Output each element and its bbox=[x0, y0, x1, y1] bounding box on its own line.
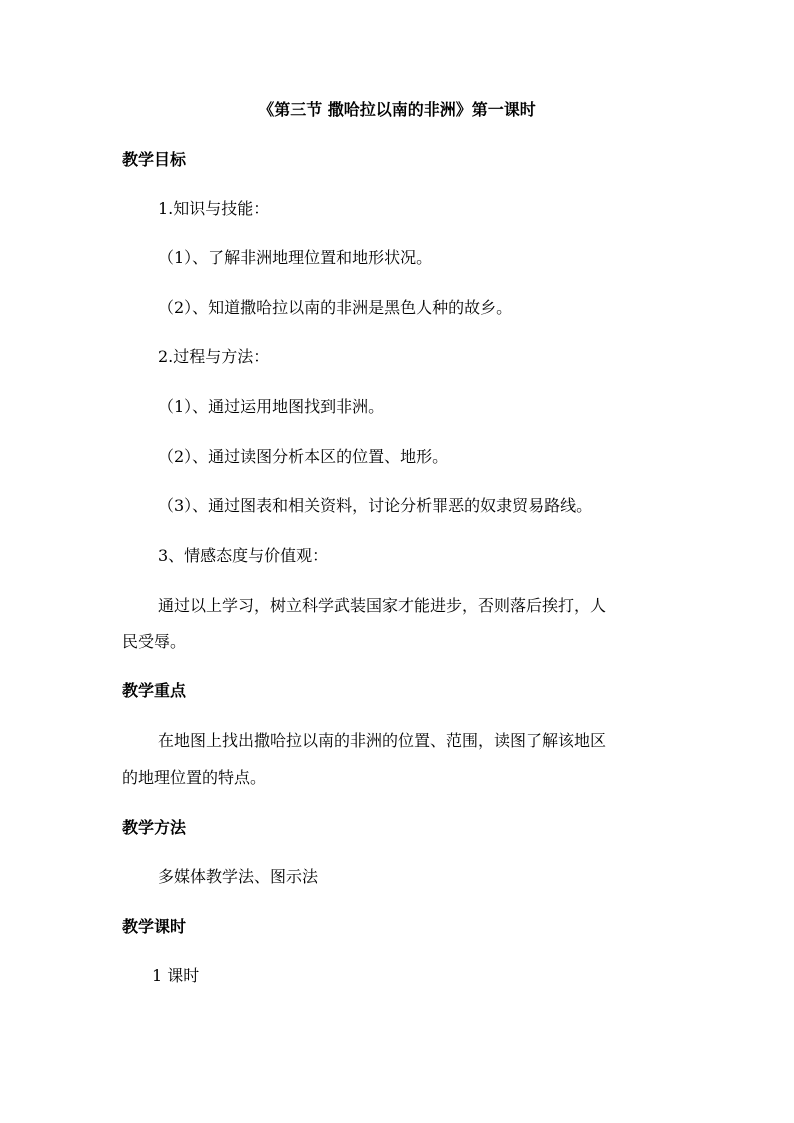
knowledge-item-1: （1）、了解非洲地理位置和地形状况。 bbox=[158, 248, 433, 267]
methods-heading: 教学方法 bbox=[122, 818, 187, 837]
emotion-text-line-1: 通过以上学习，树立科学武装国家才能进步，否则落后挨打，人 bbox=[158, 596, 607, 615]
process-item-2: （2）、通过读图分析本区的位置、地形。 bbox=[158, 447, 449, 466]
hours-text: 1 课时 bbox=[152, 966, 200, 985]
methods-text: 多媒体教学法、图示法 bbox=[158, 867, 319, 886]
key-points-heading: 教学重点 bbox=[122, 681, 187, 700]
objectives-heading: 教学目标 bbox=[122, 150, 187, 169]
document-title: 《第三节 撒哈拉以南的非洲》第一课时 bbox=[258, 100, 536, 119]
knowledge-item-2: （2）、知道撒哈拉以南的非洲是黑色人种的故乡。 bbox=[158, 298, 513, 317]
process-item-1: （1）、通过运用地图找到非洲。 bbox=[158, 397, 385, 416]
emotion-text-line-2: 民受辱。 bbox=[122, 632, 187, 651]
emotion-values-label: 3、情感态度与价值观： bbox=[158, 546, 329, 565]
process-item-3: （3）、通过图表和相关资料，讨论分析罪恶的奴隶贸易路线。 bbox=[158, 496, 593, 515]
key-points-line-2: 的地理位置的特点。 bbox=[122, 768, 267, 787]
hours-heading: 教学课时 bbox=[122, 917, 187, 936]
knowledge-skills-label: 1.知识与技能： bbox=[158, 199, 270, 218]
process-methods-label: 2.过程与方法： bbox=[158, 347, 270, 366]
key-points-line-1: 在地图上找出撒哈拉以南的非洲的位置、范围，读图了解该地区 bbox=[158, 731, 607, 750]
